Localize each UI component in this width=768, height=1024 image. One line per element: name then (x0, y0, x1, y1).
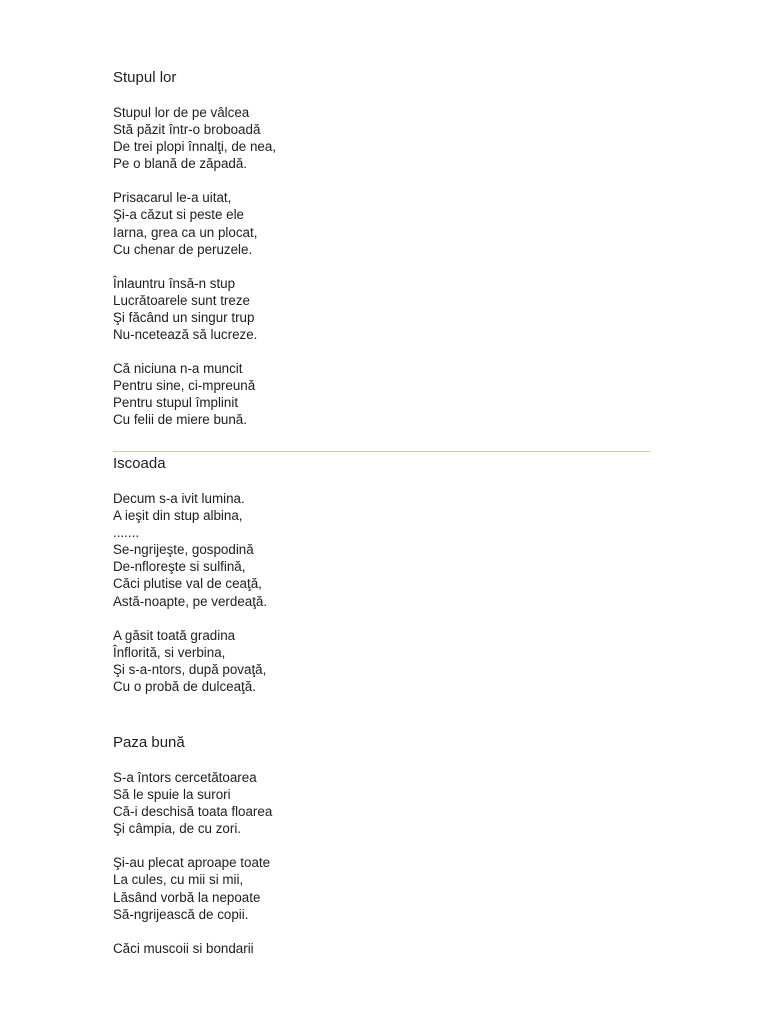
poem-line: Pentru stupul împlinit (113, 395, 239, 411)
poem-line: Cu o probă de dulceaţă. (113, 678, 256, 694)
stanza (113, 275, 653, 343)
poem-line: A ieşit din stup albina, (113, 508, 243, 524)
poem-line: Să le spuie la surori (113, 787, 231, 803)
poem-line: Şi-au plecat aproape toate (113, 855, 271, 871)
poem-line: Lucrătoarele sunt treze (113, 292, 250, 308)
stanza (113, 769, 653, 837)
poem-line: Căci muscoii si bondarii (113, 940, 254, 956)
poem-paza-buna (113, 734, 653, 974)
poem-line: Se-ngrijeşte, gospodină (113, 542, 254, 558)
stanza (113, 940, 653, 957)
stanza (113, 104, 653, 172)
poem-line: Stupul lor de pe vâlcea (113, 105, 250, 120)
section-divider (113, 451, 650, 452)
poem-line: Cu chenar de peruzele. (113, 241, 253, 257)
poem-line: Înlauntru însă-n stup (113, 275, 236, 291)
poem-stupul-lor (113, 69, 653, 446)
poem-line: Şi câmpia, de cu zori. (113, 821, 242, 837)
poem-line: Iarna, grea ca un plocat, (113, 224, 258, 240)
poem-title: Iscoada (113, 455, 166, 472)
poem-line: Pe o blană de zăpadă. (113, 156, 248, 172)
poem-line: Decum s-a ivit lumina. (113, 491, 245, 506)
poem-line: Că-i deschisă toata floarea (113, 804, 273, 820)
poem-line: Înflorită, si verbina, (113, 644, 226, 660)
poem-line: A găsit toată gradina (113, 627, 236, 643)
poem-line: De trei plopi înnalţi, de nea, (113, 139, 277, 155)
poem-title: Stupul lor (113, 69, 177, 86)
poem-line: Şi-a căzut si peste ele (113, 207, 244, 223)
stanza (113, 490, 653, 610)
poem-line: De-nfloreşte si sulfină, (113, 559, 246, 575)
stanza (113, 360, 653, 428)
poem-line: Nu-ncetează să lucreze. (113, 327, 258, 343)
poem-line: ....... (113, 525, 140, 541)
poem-line: Să-ngrijească de copii. (113, 906, 249, 922)
poem-line: Cu felii de miere bună. (113, 412, 247, 428)
poem-line: Astă-noapte, pe verdeaţă. (113, 593, 268, 609)
stanza (113, 854, 653, 922)
poem-line: Şi s-a-ntors, după povaţă, (113, 661, 267, 677)
poem-line: Şi făcând un singur trup (113, 309, 255, 325)
poem-line: Pentru sine, ci-mpreună (113, 378, 256, 394)
poem-line: Că niciuna n-a muncit (113, 361, 243, 377)
stanza (113, 627, 653, 695)
poem-line: Lăsând vorbă la nepoate (113, 889, 261, 905)
stanza (113, 189, 653, 257)
poem-line: Stă păzit într-o broboadă (113, 122, 261, 138)
poem-line: Căci plutise val de ceaţă, (113, 576, 262, 592)
poem-line: Prisacarul le-a uitat, (113, 190, 232, 206)
poem-title: Paza bună (113, 734, 185, 751)
poem-line: La cules, cu mii si mii, (113, 872, 244, 888)
poem-iscoada (113, 455, 653, 712)
poem-line: S-a întors cercetătoarea (113, 770, 257, 785)
